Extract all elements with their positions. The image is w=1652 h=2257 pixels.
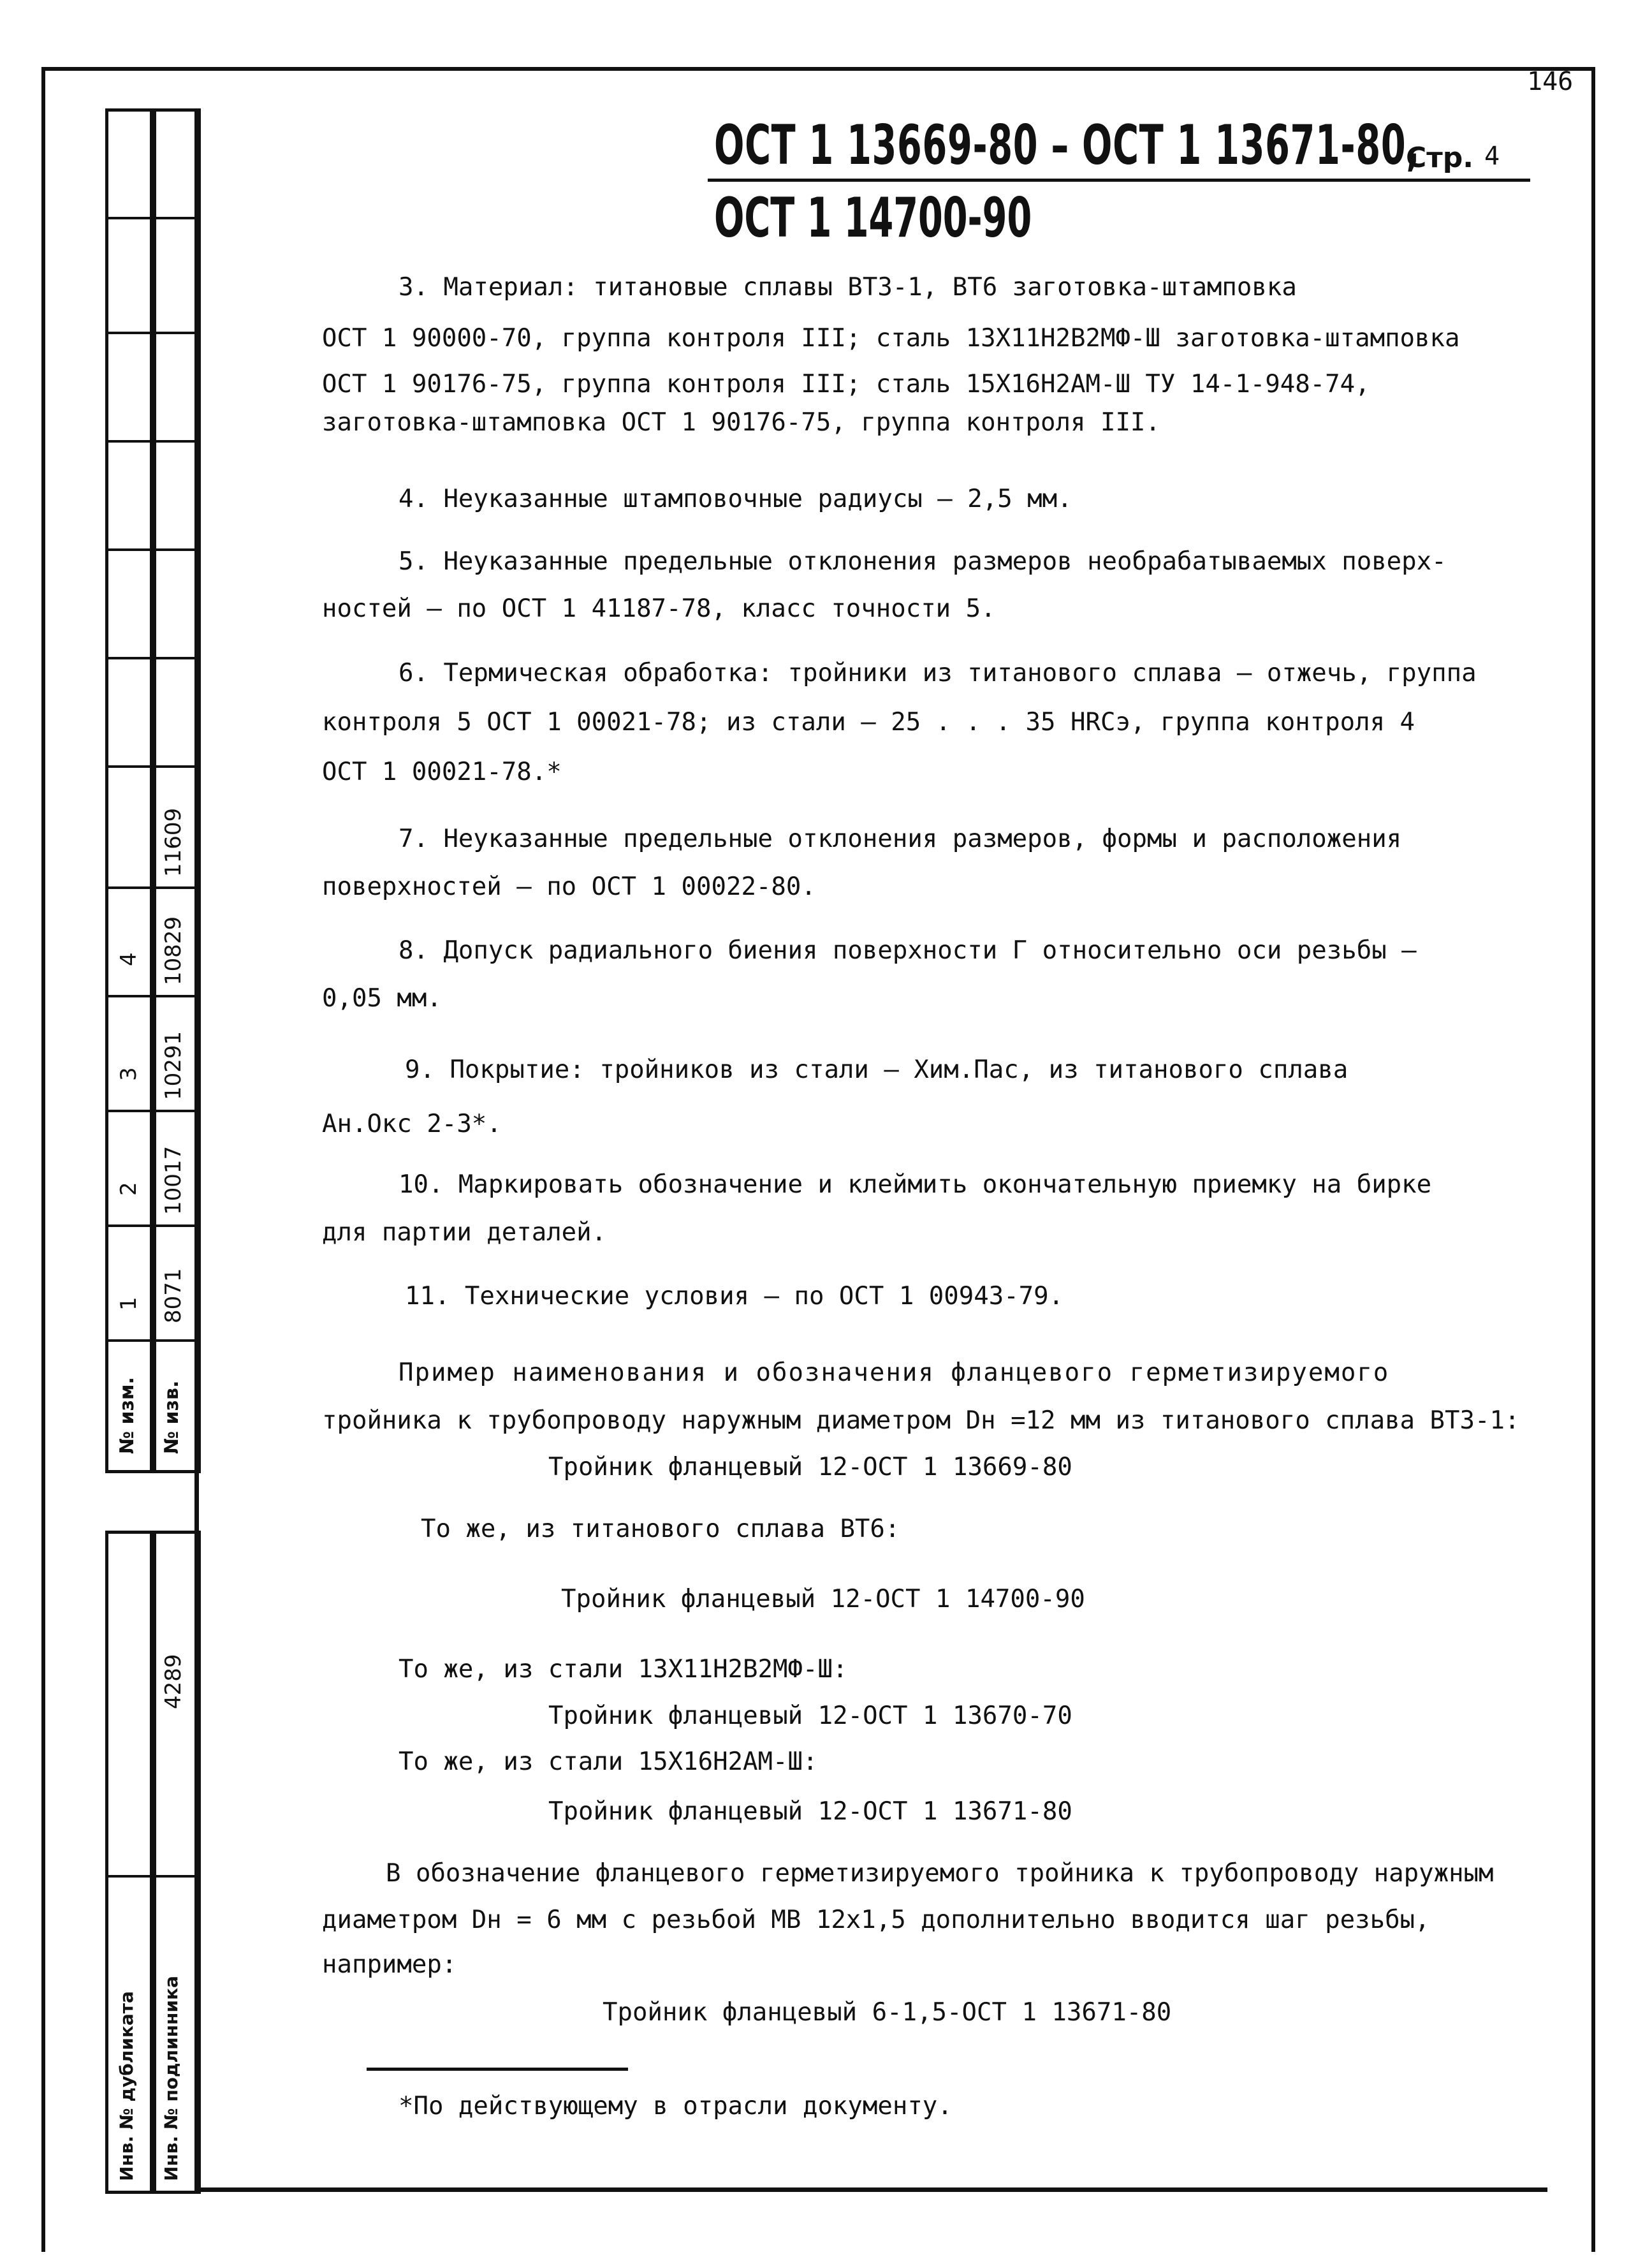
stamp-izm-4: 4	[116, 952, 142, 966]
stamp-izm-column	[105, 108, 156, 1473]
example-designation-4: Тройник фланцевый 12-ОСТ 1 13671-80	[548, 1797, 1072, 1826]
example-intro-line2: тройника к трубопроводу наружным диаметром Dн =12 мм из титанового сплава ВТ3-1:	[322, 1406, 1520, 1435]
header-divider	[708, 179, 1530, 182]
header-page-num: 4	[1484, 142, 1500, 171]
note-line2: диаметром Dн = 6 мм с резьбой МВ 12х1,5 дополнительно вводится шаг резьбы,	[322, 1906, 1430, 1934]
item-10-line2: для партии деталей.	[322, 1218, 607, 1247]
note-line3: например:	[322, 1950, 457, 1979]
example-intro-line1: Пример наименования и обозначения фланцевого герметизируемого	[398, 1358, 1390, 1387]
item-3-line3: ОСТ 1 90176-75, группа контроля III; сталь 15Х16Н2АМ-Ш ТУ 14-1-948-74,	[322, 370, 1370, 399]
item-6-line2: контроля 5 ОСТ 1 00021-78; из стали – 25 . . . 35 HRCэ, группа контроля 4	[322, 708, 1415, 737]
item-3-line1: 3. Материал: титановые сплавы ВТ3-1, ВТ6 заготовка-штамповка	[398, 273, 1297, 302]
header-page-label: Стр.	[1406, 142, 1474, 174]
item-6-line1: 6. Термическая обработка: тройники из титанового сплава – отжечь, группа	[398, 659, 1477, 687]
stamp-sep	[105, 1224, 198, 1227]
item-9-line2: Ан.Окс 2-3*.	[322, 1110, 502, 1138]
note-line1: В обозначение фланцевого герметизируемого тройника к трубопроводу наружным	[386, 1859, 1494, 1888]
stamp-sep	[105, 548, 198, 551]
item-3-line2: ОСТ 1 90000-70, группа контроля III; сталь 13Х11Н2В2МФ-Ш заготовка-штамповка	[322, 324, 1460, 353]
stamp-izv-label: № изв.	[161, 1380, 183, 1454]
stamp-sep	[105, 332, 198, 334]
item-3-line4: заготовка-штамповка ОСТ 1 90176-75, группа контроля III.	[322, 408, 1160, 437]
item-5-line1: 5. Неуказанные предельные отклонения размеров необрабатываемых поверх-	[398, 547, 1447, 576]
stamp-sep	[105, 1339, 198, 1342]
item-7-line1: 7. Неуказанные предельные отклонения размеров, формы и расположения	[398, 825, 1402, 853]
stamp-inv-dubl-label: Инв. № дубликата	[116, 1991, 137, 2181]
item-10-line1: 10. Маркировать обозначение и клеймить окончательную приемку на бирке	[398, 1170, 1432, 1199]
page-number: 146	[1527, 67, 1574, 96]
example-designation-1: Тройник фланцевый 12-ОСТ 1 13669-80	[548, 1453, 1072, 1481]
item-8-line2: 0,05 мм.	[322, 984, 442, 1013]
item-7-line2: поверхностей – по ОСТ 1 00022-80.	[322, 872, 816, 901]
item-9-line1: 9. Покрытие: тройников из стали – Хим.Пас, из титанового сплава	[405, 1055, 1349, 1084]
stamp-sep	[105, 765, 198, 768]
header-title-line1: ОСТ 1 13669-80 – ОСТ 1 13671-80,	[714, 114, 1421, 177]
stamp-izv-10017: 10017	[161, 1145, 186, 1215]
stamp-sep	[105, 886, 198, 889]
stamp-izm-label: № изм.	[116, 1377, 138, 1454]
header-title-line2: ОСТ 1 14700-90	[714, 186, 1032, 250]
item-5-line2: ностей – по ОСТ 1 41187-78, класс точности 5.	[322, 594, 996, 623]
stamp-izv-8071: 8071	[161, 1268, 186, 1323]
stamp-izm-2: 2	[116, 1182, 142, 1196]
stamp-izm-3: 3	[116, 1067, 142, 1081]
stamp-sep	[105, 1110, 198, 1112]
example-designation-2: Тройник фланцевый 12-ОСТ 1 14700-90	[561, 1585, 1085, 1614]
stamp-sep	[105, 1875, 198, 1878]
example-designation-3: Тройник фланцевый 12-ОСТ 1 13670-70	[548, 1702, 1072, 1730]
stamp-sep	[105, 217, 198, 219]
stamp-inv-podl-value: 4289	[161, 1654, 186, 1709]
item-4: 4. Неуказанные штамповочные радиусы – 2,5 мм.	[398, 485, 1072, 513]
example-variant-3: То же, из стали 15Х16Н2АМ-Ш:	[398, 1747, 818, 1776]
stamp-izv-11609: 11609	[161, 807, 186, 877]
stamp-izm-1: 1	[116, 1297, 142, 1311]
item-6-line3: ОСТ 1 00021-78.*	[322, 758, 562, 786]
footnote: *По действующему в отрасли документу.	[398, 2092, 953, 2121]
footnote-rule	[367, 2068, 628, 2071]
item-8-line1: 8. Допуск радиального биения поверхности Г относительно оси резьбы –	[398, 936, 1417, 965]
example-variant-2: То же, из стали 13Х11Н2В2МФ-Ш:	[398, 1655, 848, 1684]
stamp-sep	[105, 657, 198, 659]
note-designation: Тройник фланцевый 6-1,5-ОСТ 1 13671-80	[603, 1998, 1172, 2027]
stamp-sep	[105, 995, 198, 997]
stamp-inv-podl-label: Инв. № подлинника	[161, 1976, 182, 2181]
stamp-izv-10829: 10829	[161, 916, 186, 985]
stamp-izv-10291: 10291	[161, 1031, 186, 1100]
example-variant-1: То же, из титанового сплава ВТ6:	[421, 1515, 900, 1543]
item-11: 11. Технические условия – по ОСТ 1 00943-79.	[405, 1282, 1064, 1311]
stamp-sep	[105, 440, 198, 443]
